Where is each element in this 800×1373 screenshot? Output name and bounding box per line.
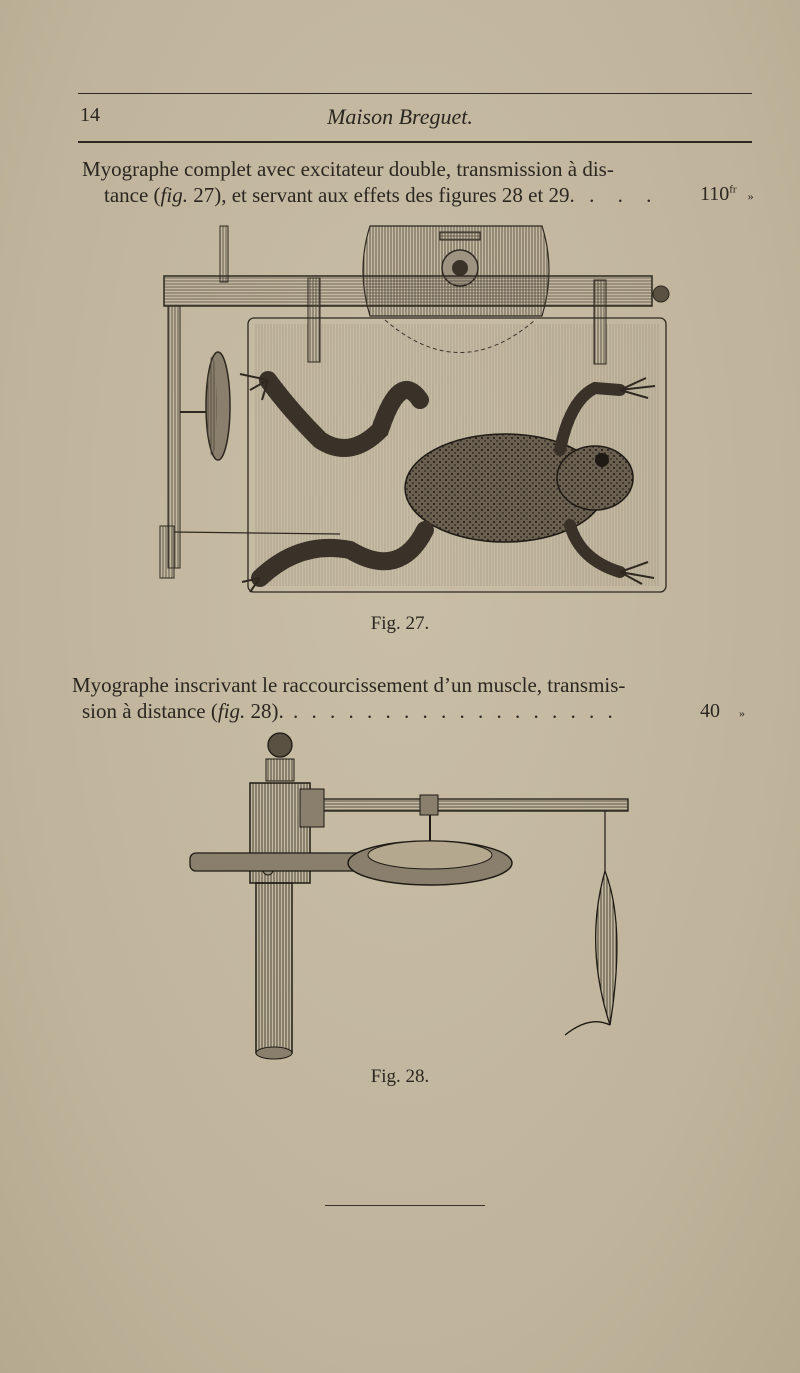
price-entry-1: $110^{fr}$ » [700,183,754,205]
header-rule-bottom [78,141,752,143]
fig-ref: fig. [160,183,188,207]
muscle [596,871,617,1025]
support-bar [164,276,652,306]
entry-2-line2: sion à distance (fig. 28). . . . . . . . . . . . . . . . . . . [82,699,617,723]
entry-2-line1: Myographe inscrivant le raccourcissement d’un muscle, transmis- [72,673,626,697]
closing-rule [325,1205,485,1206]
leader-dots: . . . . . . . . . . . . . . . . . . [283,699,617,723]
stand-rod [256,883,292,1053]
figure-27-illustration [150,220,680,600]
figure-28-illustration [180,725,640,1065]
lever-arm [310,799,628,811]
catalog-entry-2 [72,672,712,724]
header-rule-top [78,93,752,94]
price-entry-2: 40 » [700,700,745,722]
fig-ref: fig. [217,699,246,723]
entry-1-line1: Myographe complet avec excitateur double, transmission à dis- [82,157,614,181]
leader-dots: . . . [574,183,661,207]
figure-28-caption: Fig. 28. [370,1066,430,1087]
catalog-entry-1 [82,156,722,208]
running-title: Maison Breguet. [327,104,473,129]
page-number: 14 [80,104,100,126]
figure-27-caption: Fig. 27. [370,613,430,634]
entry-1-line2: tance (fig. 27), et servant aux effets des figures 28 et 29. . . . [104,183,661,207]
